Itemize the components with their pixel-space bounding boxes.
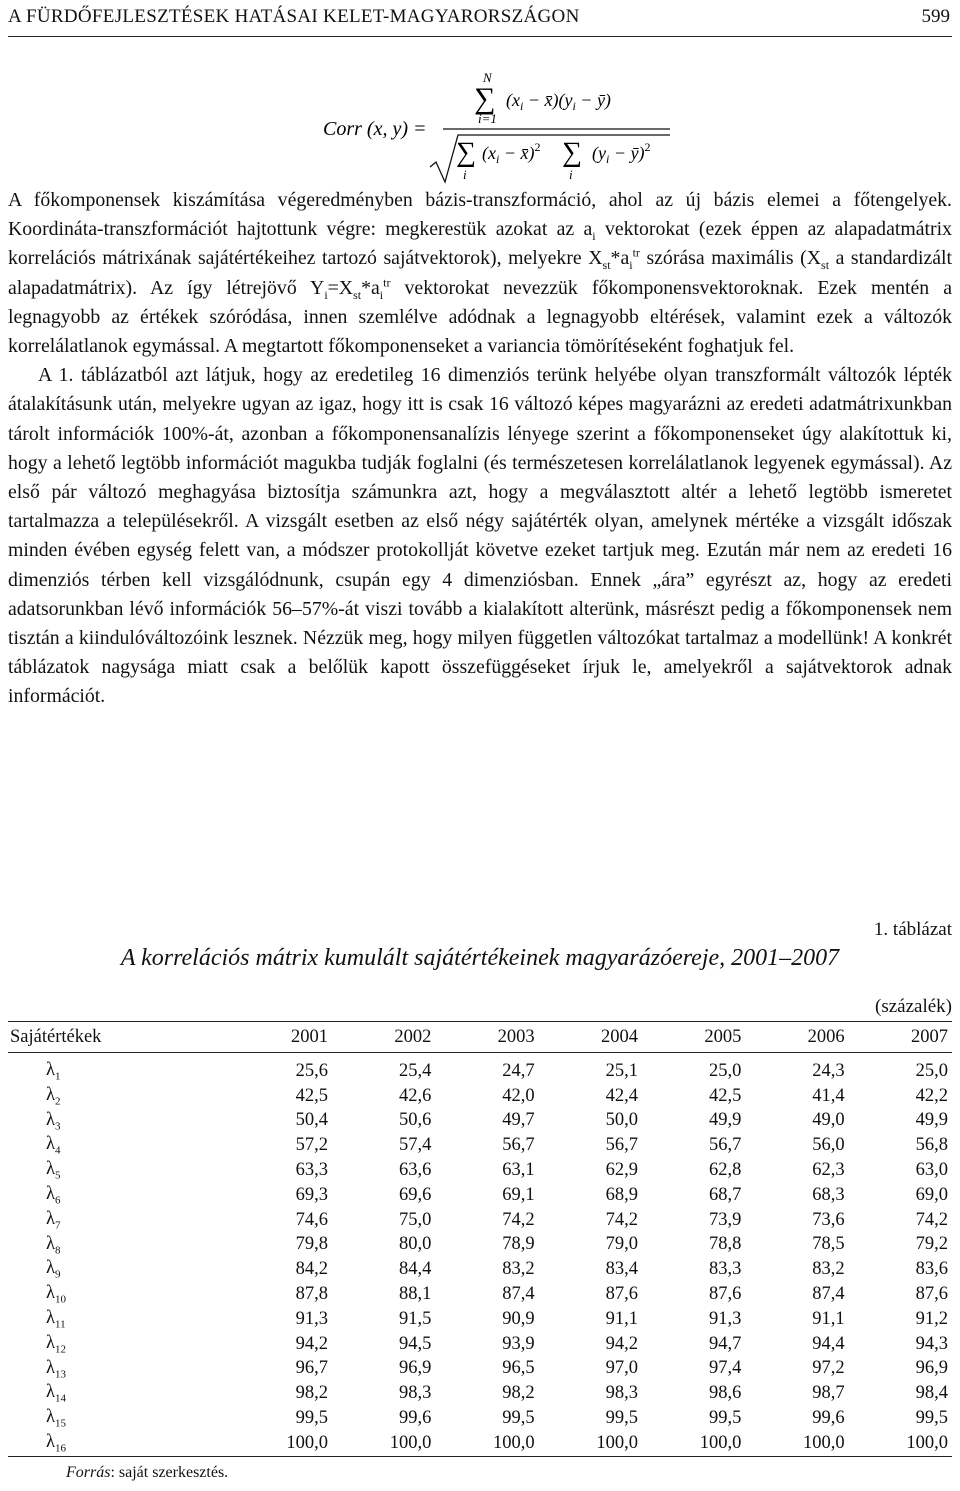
source-text: : saját szerkesztés.: [110, 1464, 229, 1481]
table-cell: 42,2: [915, 1085, 948, 1106]
correlation-formula: [0, 55, 960, 185]
table-cell: 63,1: [502, 1160, 535, 1181]
table-cell: 42,4: [605, 1085, 638, 1106]
table-cell: 75,0: [398, 1209, 432, 1230]
lambda-symbol: λ: [46, 1308, 55, 1329]
table-header-row: [8, 1022, 952, 1053]
table-cell: 42,5: [708, 1085, 742, 1106]
table-cell: 87,6: [915, 1284, 948, 1305]
table-cell: 50,4: [295, 1110, 328, 1131]
table-cell: 74,2: [915, 1209, 948, 1230]
table-cell: 79,0: [605, 1234, 638, 1255]
table-cell: 93,9: [502, 1333, 535, 1354]
table-cell: 90,9: [502, 1308, 535, 1329]
table-cell: 100,0: [849, 1431, 952, 1456]
table-label: 1. táblázat: [873, 919, 952, 940]
table-cell: 56,7: [605, 1135, 638, 1156]
table-cell: 94,2: [295, 1333, 328, 1354]
lambda-index: 9: [54, 1269, 61, 1282]
table-cell: 74,2: [605, 1209, 638, 1230]
table-cell: 99,5: [708, 1408, 742, 1429]
lambda-symbol: λ: [46, 1258, 55, 1279]
lambda-symbol: λ: [46, 1283, 55, 1304]
table-cell: 24,3: [812, 1060, 845, 1081]
eigenvalue-label: [8, 1158, 229, 1183]
table-row: [8, 1431, 952, 1456]
lambda-index: 3: [54, 1120, 61, 1133]
column-header: 2007: [849, 1022, 952, 1053]
table-cell: 87,6: [708, 1284, 742, 1305]
eigenvalue-label: [8, 1084, 229, 1109]
lambda-index: 1: [54, 1070, 61, 1083]
lambda-index: 2: [54, 1095, 61, 1108]
table-row: [8, 1183, 952, 1208]
table-cell: 78,9: [502, 1234, 535, 1255]
table-cell: 63,0: [915, 1160, 948, 1181]
eigenvalue-label: [8, 1233, 229, 1258]
table-cell: 83,6: [915, 1259, 948, 1280]
table-cell: 98,3: [605, 1383, 638, 1404]
eigenvalue-label: [8, 1282, 229, 1307]
table-row: [8, 1208, 952, 1233]
table-cell: 99,6: [398, 1408, 432, 1429]
table-cell: 99,5: [295, 1408, 328, 1429]
table-cell: 41,4: [812, 1085, 845, 1106]
table-cell: 56,0: [812, 1135, 845, 1156]
body-text: [8, 186, 952, 712]
column-header: 2002: [332, 1022, 435, 1053]
table-cell: 73,6: [812, 1209, 845, 1230]
table-cell: 97,0: [605, 1358, 638, 1379]
running-title: A FÜRDŐFEJLESZTÉSEK HATÁSAI KELET-MAGYARORSZÁGON: [8, 6, 580, 27]
lambda-symbol: λ: [46, 1159, 55, 1180]
eigenvalue-label: [8, 1208, 229, 1233]
table-cell: 62,8: [708, 1160, 742, 1181]
table-cell: 100,0: [435, 1431, 538, 1456]
table-cell: 94,5: [398, 1333, 432, 1354]
table-cell: 87,4: [812, 1284, 845, 1305]
lambda-index: 12: [54, 1343, 66, 1356]
table-row: [8, 1233, 952, 1258]
eigenvalue-label: [8, 1307, 229, 1332]
lambda-symbol: λ: [46, 1233, 55, 1254]
table-cell: 87,6: [605, 1284, 638, 1305]
table-cell: 63,3: [295, 1160, 328, 1181]
table-cell: 100,0: [332, 1431, 435, 1456]
table-cell: 98,6: [708, 1383, 742, 1404]
table-cell: 79,2: [915, 1234, 948, 1255]
table-cell: 100,0: [539, 1431, 642, 1456]
eigenvalue-label: [8, 1257, 229, 1282]
table-row: [8, 1158, 952, 1183]
table-cell: 57,4: [398, 1135, 432, 1156]
table-cell: 91,5: [398, 1308, 432, 1329]
table-row: [8, 1133, 952, 1158]
eigenvalue-label: [8, 1381, 229, 1406]
table-cell: 98,2: [502, 1383, 535, 1404]
table-cell: 42,5: [295, 1085, 328, 1106]
table-cell: 87,8: [295, 1284, 328, 1305]
sum-lower-i-2: i: [569, 167, 573, 182]
lambda-index: 13: [54, 1368, 66, 1381]
table-row: [8, 1381, 952, 1406]
lambda-index: 4: [54, 1145, 61, 1158]
table-unit: (százalék): [875, 996, 952, 1017]
table-cell: 25,0: [915, 1060, 948, 1081]
column-header: 2005: [642, 1022, 745, 1053]
table-cell: 56,7: [708, 1135, 742, 1156]
table-cell: 84,4: [398, 1259, 432, 1280]
table-cell: 49,9: [915, 1110, 948, 1131]
denominator-y: ($y_i$ − ȳ)$^2$: [592, 140, 651, 166]
table-cell: 99,6: [812, 1408, 845, 1429]
eigenvalue-label: [8, 1332, 229, 1357]
table-cell: 68,9: [605, 1184, 638, 1205]
table-cell: 62,3: [812, 1160, 845, 1181]
lambda-index: 5: [54, 1169, 61, 1182]
table-cell: 69,6: [398, 1184, 432, 1205]
table-cell: 25,0: [708, 1060, 742, 1081]
column-header: 2004: [539, 1022, 642, 1053]
eigenvalue-label: [8, 1183, 229, 1208]
lambda-index: 11: [54, 1318, 66, 1331]
table-cell: 56,7: [502, 1135, 535, 1156]
table-cell: 96,7: [295, 1358, 328, 1379]
table-cell: 73,9: [708, 1209, 742, 1230]
source-label: Forrás: [66, 1464, 111, 1481]
table-cell: 91,1: [605, 1308, 638, 1329]
table-cell: 99,5: [502, 1408, 535, 1429]
eigenvalue-label: [8, 1053, 229, 1084]
table-cell: 83,4: [605, 1259, 638, 1280]
column-header: 2003: [435, 1022, 538, 1053]
table-row: [8, 1307, 952, 1332]
lambda-index: 14: [54, 1393, 66, 1406]
table-cell: 25,1: [605, 1060, 638, 1081]
table-row: [8, 1282, 952, 1307]
sum-symbol: ∑: [474, 82, 496, 115]
table-cell: 94,2: [605, 1333, 638, 1354]
table-cell: 100,0: [229, 1431, 332, 1456]
table-cell: 91,2: [915, 1308, 948, 1329]
table-row: [8, 1332, 952, 1357]
table-cell: 42,6: [398, 1085, 432, 1106]
lambda-symbol: λ: [46, 1184, 55, 1205]
table-cell: 99,5: [605, 1408, 638, 1429]
table-row: [8, 1053, 952, 1084]
table-cell: 94,7: [708, 1333, 742, 1354]
eigenvalue-label: [8, 1133, 229, 1158]
table-cell: 74,2: [502, 1209, 535, 1230]
table-cell: 96,9: [915, 1358, 948, 1379]
table-cell: 97,4: [708, 1358, 742, 1379]
lambda-index: 8: [54, 1244, 61, 1257]
table-cell: 94,4: [812, 1333, 845, 1354]
lambda-index: 6: [54, 1194, 61, 1207]
table-cell: 100,0: [642, 1431, 745, 1456]
table-cell: 24,7: [502, 1060, 535, 1081]
table-title: A korrelációs mátrix kumulált sajátértékeinek magyarázóereje, 2001–2007: [120, 945, 840, 971]
lambda-symbol: λ: [46, 1432, 55, 1452]
table-row: [8, 1084, 952, 1109]
lambda-symbol: λ: [46, 1134, 55, 1155]
table-cell: 25,4: [398, 1060, 432, 1081]
sum-lower-i-1: i: [463, 167, 467, 182]
table-cell: 62,9: [605, 1160, 638, 1181]
table-cell: 50,6: [398, 1110, 432, 1131]
table-cell: 79,8: [295, 1234, 328, 1255]
table-cell: 25,6: [295, 1060, 328, 1081]
table-cell: 98,7: [812, 1383, 845, 1404]
table-row: [8, 1357, 952, 1382]
table-cell: 83,2: [812, 1259, 845, 1280]
eigenvalue-label: [8, 1431, 229, 1456]
numerator: ($x_i$ − $x̄)(y_i$ − ȳ): [506, 90, 611, 113]
table-cell: 98,4: [915, 1383, 948, 1404]
table-cell: 96,9: [398, 1358, 432, 1379]
table-cell: 69,3: [295, 1184, 328, 1205]
lambda-index: 16: [54, 1442, 66, 1455]
table-cell: 63,6: [398, 1160, 432, 1181]
lambda-symbol: λ: [46, 1382, 55, 1403]
table-cell: 84,2: [295, 1259, 328, 1280]
paragraph-1: A főkomponensek kiszámítása végeredményben bázis-transzformáció, ahol az új bázis elemei a főtengelyek. Koordináta-transzformációt hajtottunk végre: megkerestük azokat az $a_i$ vektorokat (ezek éppen az alapadatmátrix korrelációs mátrixának sajátértékeihez tartozó sajátvektorok), melyekre $X_{st}*a_i^{tr}$ szórása maximális ($X_{st}$ a standardizált alapadatmátrix). Az így létrejövő $Y_i=X_{st}*a_i^{tr}$ vektorokat nevezzük főkomponensvektoroknak. Ezek mentén a legnagyobb az értékek szóródása, innen szemlélve adódnak a legnagyobb eltérések, valamint ezek a változók korrelálatlanok egymással. A megtartott főkomponenseket a variancia tömörítéseként foghatjuk fel.: [8, 189, 953, 358]
running-header: [8, 0, 952, 37]
paragraph-2: A 1. táblázatból azt látjuk, hogy az eredetileg 16 dimenziós terünk helyébe olyan transzformált változók lépték átalakításunk után, melyekre ugyan az igaz, hogy itt is csak 16 változó képes magyarázni az eredeti adatmátrixunkban tárolt információk 100%-át, azonban a főkomponensanalízis lényege szerint a főkomponenseket úgy alakítottuk ki, hogy a lehető legtöbb információt magukba tudják foglalni (és természetesen korrelálatlanok legyenek egymással). Az első pár változó meghagyása biztosítja számunkra azt, hogy a megválasztott altér a lehető legtöbb ismeretet tartalmazza a településekről. A vizsgált esetben az első négy sajátérték olyan, amelynek mértéke a vizsgált időszak minden évében egység felett van, a módszer protokollját követve ezeket tartjuk meg. Ezután már nem az eredeti 16 dimenziós térben kell vizsgálódnunk, csupán egy 4 dimenziósban. Ennek „ára” egyrészt az, hogy az eredeti adatsorunkban lévő információk 56–57%-át viszi tovább a kialakított alterünk, másrészt pedig a főkomponensek nem tisztán a kiindulóváltozóink lesznek. Nézzük meg, hogy milyen független változókat tartalmaz a modellünk! A konkrét táblázatok nagysága miatt csak a belőlük kapott összefüggéseket írjuk le, amelyekről a sajátvektorok adnak információt.: [8, 364, 952, 708]
column-header: 2001: [229, 1022, 332, 1053]
formula-lhs: Corr (x, y) =: [323, 118, 427, 140]
table-cell: 56,8: [915, 1135, 948, 1156]
table-cell: 69,0: [915, 1184, 948, 1205]
table-cell: 97,2: [812, 1358, 845, 1379]
column-header: Sajátértékek: [8, 1022, 229, 1053]
lambda-symbol: λ: [46, 1357, 55, 1378]
table-cell: 96,5: [502, 1358, 535, 1379]
table-cell: 68,7: [708, 1184, 742, 1205]
table-cell: 78,8: [708, 1234, 742, 1255]
table-cell: 69,1: [502, 1184, 535, 1205]
table-cell: 98,3: [398, 1383, 432, 1404]
table-cell: 74,6: [295, 1209, 328, 1230]
column-header: 2006: [745, 1022, 848, 1053]
eigenvalue-label: [8, 1109, 229, 1134]
table-cell: 49,9: [708, 1110, 742, 1131]
table-cell: 94,3: [915, 1333, 948, 1354]
table-cell: 42,0: [502, 1085, 535, 1106]
eigenvalue-table: [8, 1021, 952, 1457]
table-cell: 49,7: [502, 1110, 535, 1131]
sum-symbol-2: ∑: [456, 137, 476, 168]
table-cell: 91,1: [812, 1308, 845, 1329]
table-row: [8, 1406, 952, 1431]
table-cell: 100,0: [745, 1431, 848, 1456]
sum-symbol-3: ∑: [562, 137, 582, 168]
table-cell: 83,3: [708, 1259, 742, 1280]
lambda-symbol: λ: [46, 1109, 55, 1130]
table-cell: 50,0: [605, 1110, 638, 1131]
sum-upper-limit: N: [483, 70, 492, 85]
page-number: 599: [921, 6, 950, 27]
lambda-index: 7: [54, 1219, 61, 1232]
eigenvalue-label: [8, 1357, 229, 1382]
lambda-index: 10: [54, 1293, 66, 1306]
table-cell: 91,3: [295, 1308, 328, 1329]
lambda-index: 15: [54, 1417, 66, 1430]
sum-lower-limit: i=1: [478, 111, 497, 126]
table-cell: 83,2: [502, 1259, 535, 1280]
table-cell: 80,0: [398, 1234, 432, 1255]
table-cell: 78,5: [812, 1234, 845, 1255]
table-cell: 57,2: [295, 1135, 328, 1156]
lambda-symbol: λ: [46, 1407, 55, 1428]
table-row: [8, 1257, 952, 1282]
lambda-symbol: λ: [46, 1084, 55, 1105]
table-row: [8, 1109, 952, 1134]
table-cell: 88,1: [398, 1284, 432, 1305]
table-cell: 87,4: [502, 1284, 535, 1305]
lambda-symbol: λ: [46, 1332, 55, 1353]
table-cell: 99,5: [915, 1408, 948, 1429]
table-cell: 91,3: [708, 1308, 742, 1329]
lambda-symbol: λ: [46, 1060, 55, 1081]
table-cell: 98,2: [295, 1383, 328, 1404]
eigenvalue-label: [8, 1406, 229, 1431]
table-source: [66, 1464, 228, 1482]
lambda-symbol: λ: [46, 1208, 55, 1229]
table-cell: 68,3: [812, 1184, 845, 1205]
denominator-x: ($x_i$ − x̄)$^2$: [482, 140, 541, 166]
table-cell: 49,0: [812, 1110, 845, 1131]
